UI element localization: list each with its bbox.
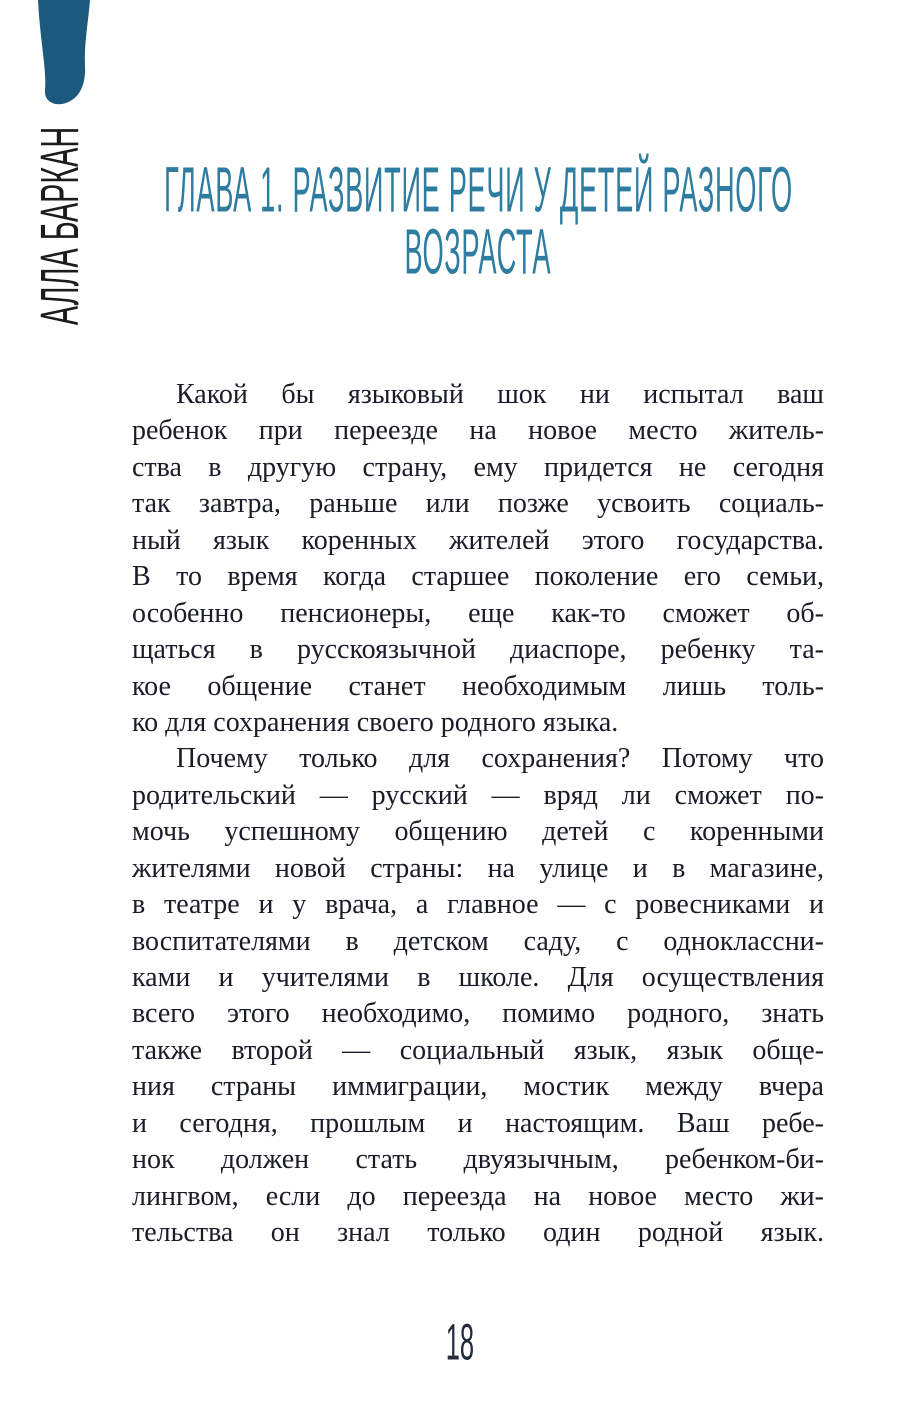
body-line: щаться в русскоязычной диаспоре, ребенку та- [132,634,824,666]
body-line: также второй — социальный язык, язык обще- [132,1034,824,1066]
body-line: ный язык коренных жителей этого государства. [132,524,824,556]
author-vertical-label [15,126,105,325]
body-line: Какой бы языковый шок ни испытал ваш [176,379,824,410]
body-line: ками и учителями в школе. Для осуществления [132,962,824,993]
body-line: мочь успешному общению детей с коренными [132,816,824,848]
body-line: всего этого необходимо, помимо родного, знать [132,998,824,1030]
chapter-title-line-1: ГЛАВА 1. РАЗВИТИЕ РЕЧИ У ДЕТЕЙ РАЗНОГО [163,155,793,226]
body-line: ребенок при переезде на новое место житель- [132,415,824,447]
page-number: 18 [445,1313,475,1371]
brush-blob-decoration [30,0,102,110]
body-line: особенно пенсионеры, еще как-то сможет об- [132,597,824,629]
body-line: В то время когда старшее поколение его семьи, [132,561,824,593]
body-line: в театре и у врача, а главное — с ровесниками и [132,889,824,921]
body-text [132,377,824,1252]
body-line: так завтра, раньше или позже усвоить социаль- [132,488,824,520]
body-line: и сегодня, прошлым и настоящим. Ваш ребе- [132,1107,824,1139]
chapter-title [132,155,824,288]
body-line: лингвом, если до переезда на новое место жи- [132,1180,824,1212]
body-line: кое общение станет необходимым лишь толь- [132,670,824,702]
body-line: ко для сохранения своего родного языка. [132,706,619,738]
body-line: ства в другую страну, ему придется не сегодня [132,451,824,483]
body-line: ния страны иммиграции, мостик между вчера [132,1071,824,1103]
chapter-title-line-2: ВОЗРАСТА [404,217,552,288]
body-line: нок должен стать двуязычным, ребенком-би- [132,1144,824,1176]
author-name: АЛЛА БАРКАН [28,126,90,325]
body-line: воспитателями в детском саду, с одноклассни- [132,925,824,957]
brush-blob-shape [38,0,90,104]
body-line: родительский — русский — вряд ли сможет по- [132,779,824,811]
body-line: тельства он знал только один родной язык. [132,1217,824,1249]
body-line: Почему только для сохранения? Потому что [176,743,824,775]
body-line: жителями новой страны: на улице и в магазине, [132,852,824,884]
